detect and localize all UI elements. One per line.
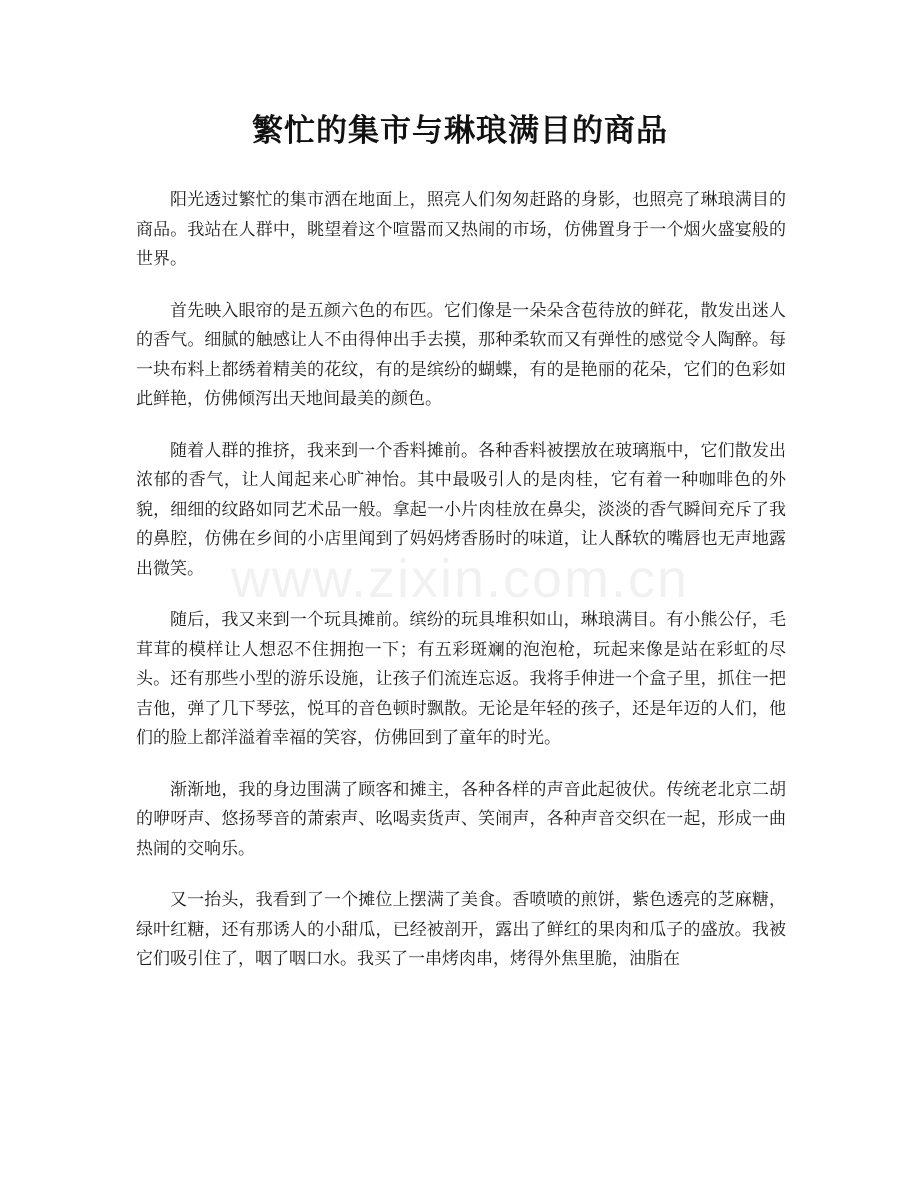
paragraph-4: 随后，我又来到一个玩具摊前。缤纷的玩具堆积如山，琳琅满目。有小熊公仔，毛茸茸的模样让人想忍不住拥抱一下；有五彩斑斓的泡泡枪，玩起来像是站在彩虹的尽头。还有那些小型的游乐设施，让孩子们流连忘返。我将手伸进一个盒子里，抓住一把吉他，弹了几下琴弦，悦耳的音色顿时飘散。无论是年轻的孩子，还是年迈的人们，他们的脸上都洋溢着幸福的笑容，仿佛回到了童年的时光。: [136, 610, 786, 748]
paragraph-1: 阳光透过繁忙的集市洒在地面上，照亮人们匆匆赶路的身影，也照亮了琳琅满目的商品。我站在人群中，眺望着这个喧嚣而又热闹的市场，仿佛置身于一个烟火盛宴般的世界。: [136, 190, 786, 269]
paragraph-6: 又一抬头，我看到了一个摊位上摆满了美食。香喷喷的煎饼，紫色透亮的芝麻糖，绿叶红糖，还有那诱人的小甜瓜，已经被剖开，露出了鲜红的果肉和瓜子的盛放。我被它们吸引住了，咽了咽口水。我买了一串烤肉串，烤得外焦里脆，油脂在: [136, 890, 786, 969]
paragraph-2: 首先映入眼帘的是五颜六色的布匹。它们像是一朵朵含苞待放的鲜花，散发出迷人的香气。细腻的触感让人不由得伸出手去摸，那种柔软而又有弹性的感觉令人陶醉。每一块布料上都绣着精美的花纹，有的是缤纷的蝴蝶，有的是艳丽的花朵，它们的色彩如此鲜艳，仿佛倾泻出天地间最美的颜色。: [136, 300, 786, 409]
document-title: 繁忙的集市与琳琅满目的商品: [252, 113, 668, 149]
watermark: www.zixin.com.cn: [230, 549, 690, 609]
paragraph-3: 随着人群的推挤，我来到一个香料摊前。各种香料被摆放在玻璃瓶中，它们散发出浓郁的香气，让人闻起来心旷神怡。其中最吸引人的是肉桂，它有着一种咖啡色的外貌，细细的纹路如同艺术品一般。拿起一小片肉桂放在鼻尖，淡淡的香气瞬间充斥了我的鼻腔，仿佛在乡间的小店里闻到了妈妈烤香肠时的味道，让人酥软的嘴唇也无声地露出微笑。: [136, 440, 786, 579]
paragraph-5: 渐渐地，我的身边围满了顾客和摊主，各种各样的声音此起彼伏。传统老北京二胡的咿呀声、悠扬琴音的萧索声、吆喝卖货声、笑闹声，各种声音交织在一起，形成一曲热闹的交响乐。: [136, 779, 786, 859]
document-body: [136, 186, 786, 997]
